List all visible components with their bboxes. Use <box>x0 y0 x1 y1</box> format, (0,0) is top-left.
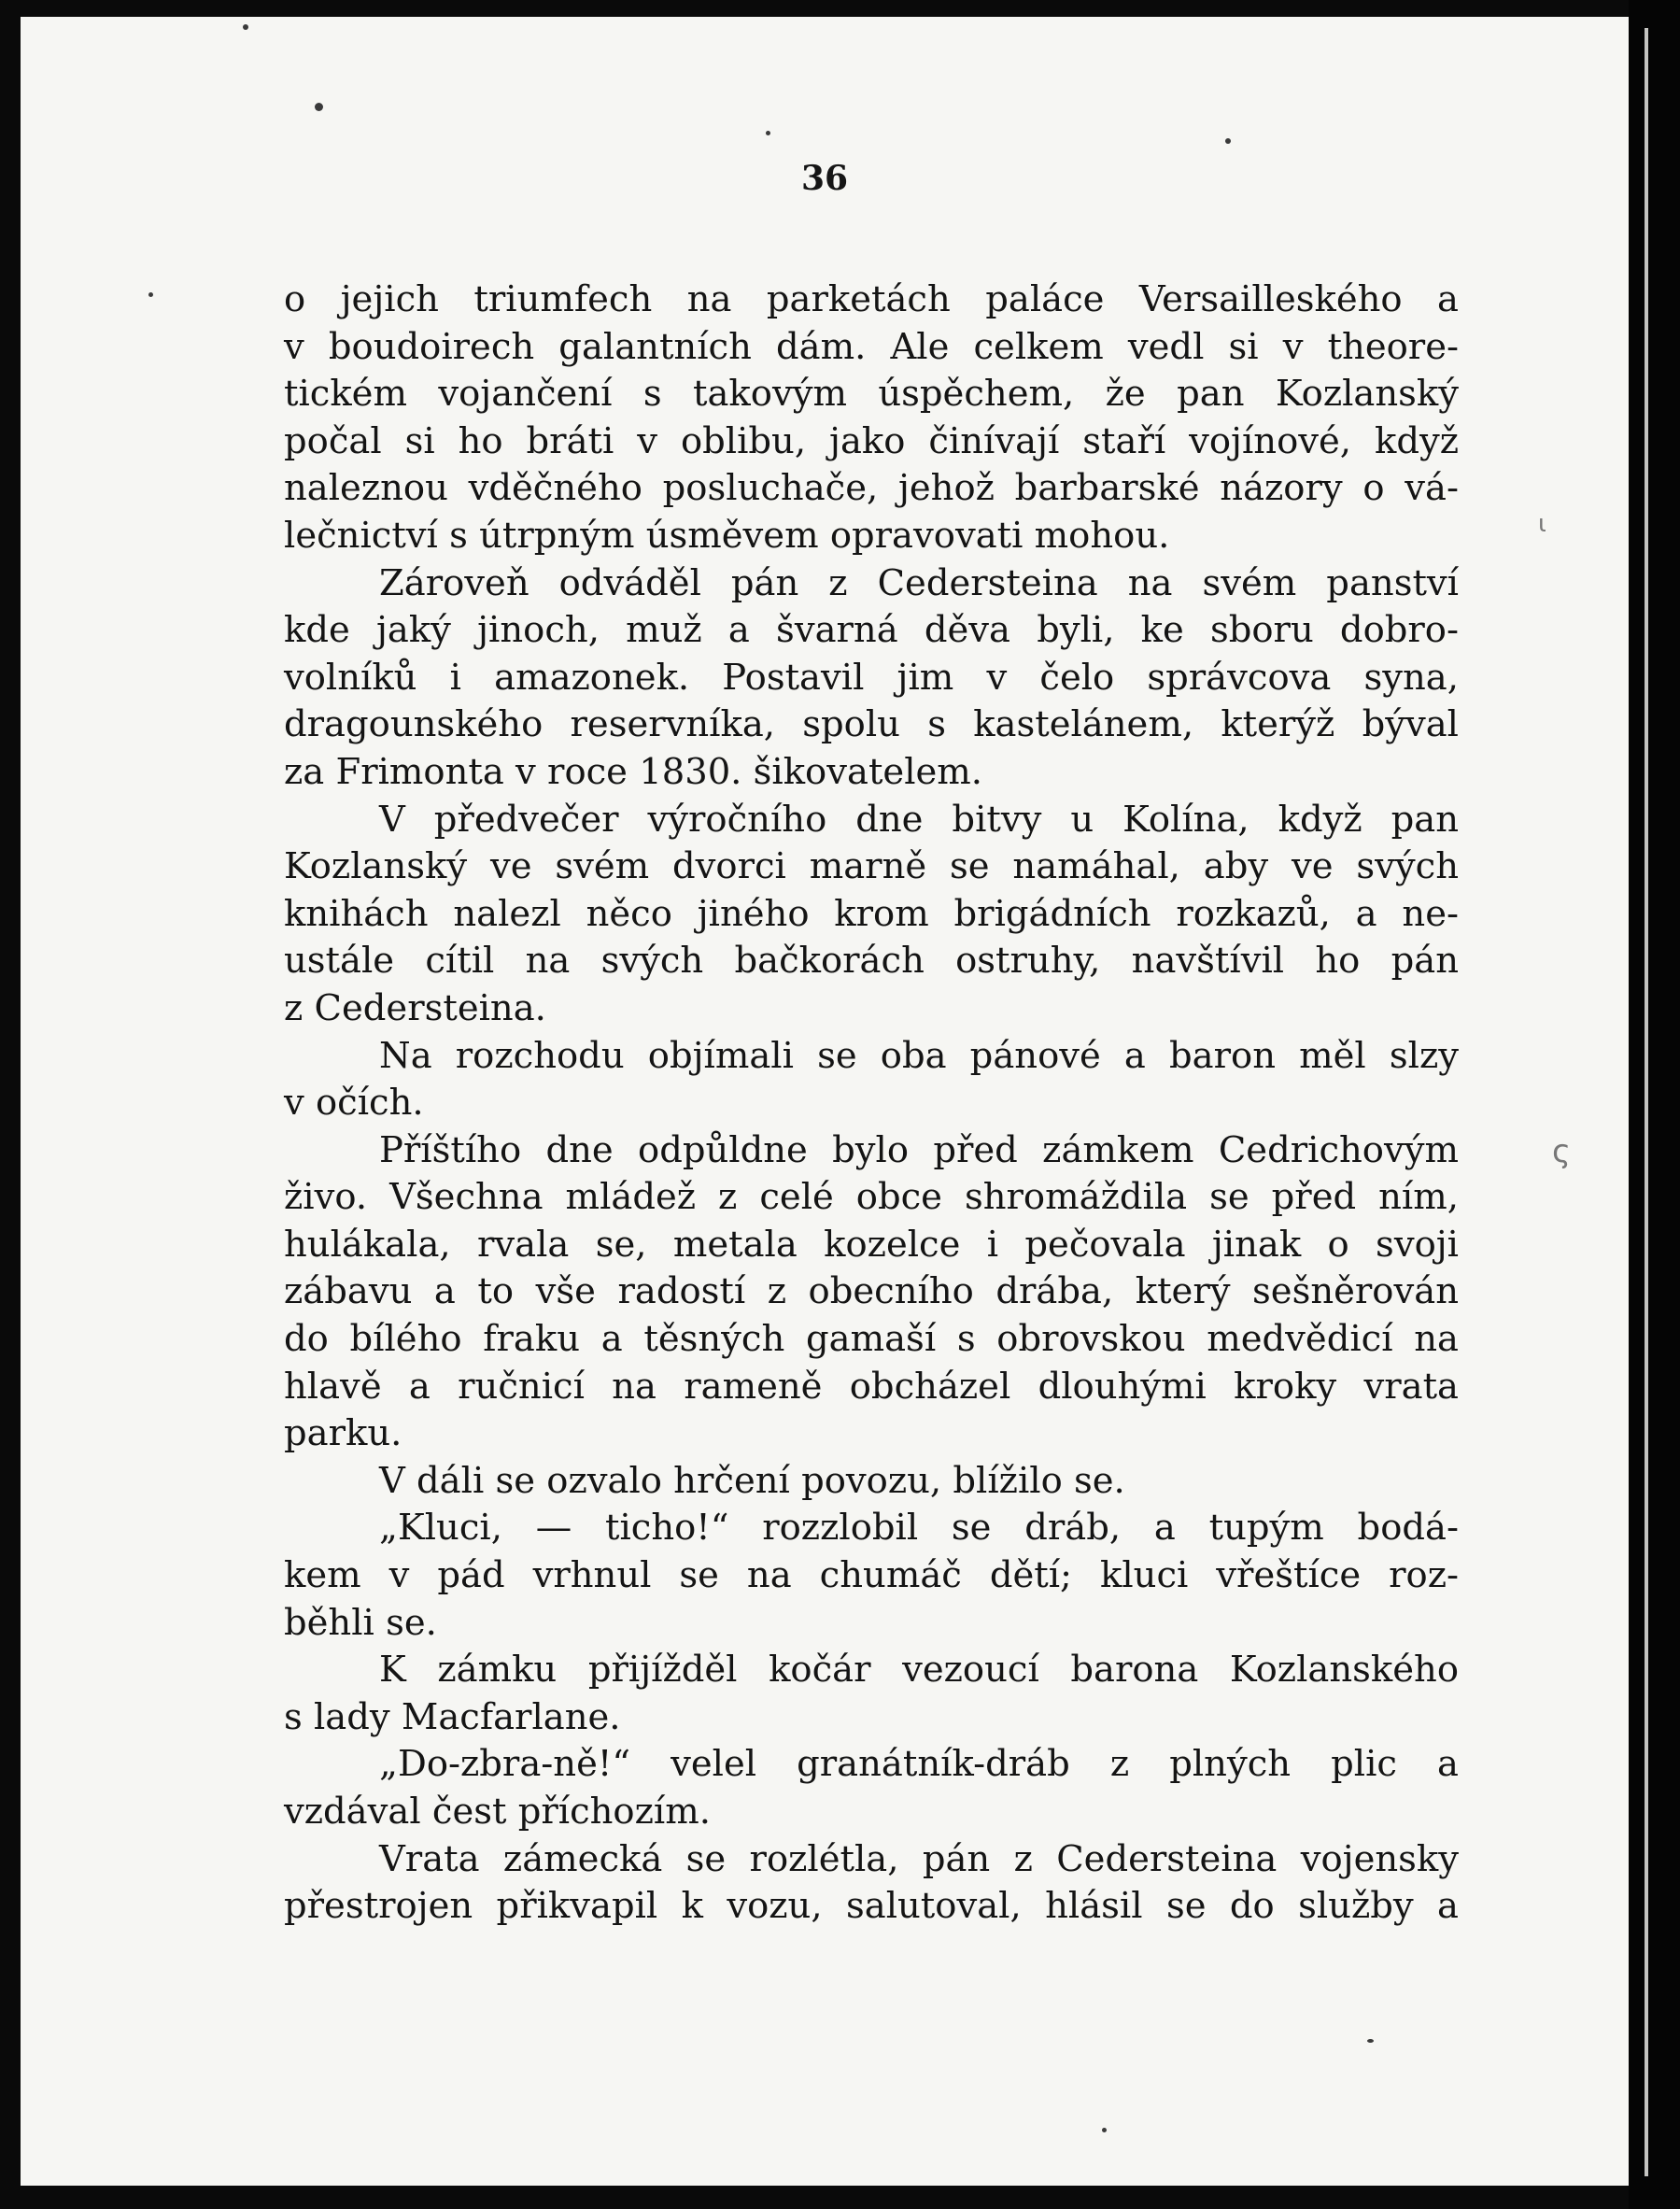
text-line: zábavu a to vše radostí z obecního drába, který sešněrován <box>284 1270 1459 1313</box>
text-line: Zároveň odváděl pán z Cedersteina na svém panství <box>379 561 1459 604</box>
scan-speck <box>315 103 323 111</box>
text-line: „Do-zbra-ně!“ velel granátník-dráb z plných plic a <box>379 1743 1459 1786</box>
scan-speck <box>766 131 770 135</box>
text-line: naleznou vděčného posluchače, jehož barbarské názory o vá- <box>284 467 1459 510</box>
text-line: v boudoirech galantních dám. Ale celkem vedl si v theore- <box>284 325 1459 368</box>
text-line: kde jaký jinoch, muž a švarná děva byli, ke sboru dobro- <box>284 609 1459 652</box>
text-line: živo. Všechna mládež z celé obce shromáždila se před ním, <box>284 1176 1459 1219</box>
text-line: do bílého fraku a těsných gamaší s obrovskou medvědicí na <box>284 1318 1459 1361</box>
text-line: v očích. <box>284 1082 424 1125</box>
text-line: Kozlanský ve svém dvorci marně se namáhal, aby ve svých <box>284 845 1459 888</box>
page-edge <box>1645 28 1648 2176</box>
margin-pencil-mark: ς <box>1552 1133 1571 1170</box>
margin-pencil-mark: ι <box>1538 510 1546 538</box>
text-line: vzdával čest příchozím. <box>284 1791 711 1833</box>
scan-speck <box>148 292 153 297</box>
text-line: za Frimonta v roce 1830. šikovatelem. <box>284 750 983 793</box>
scan-speck <box>1367 2039 1374 2043</box>
text-line: z Cedersteina. <box>284 986 546 1029</box>
scan-border <box>1629 0 1680 2209</box>
text-line: hlavě a ručnicí na rameně obcházel dlouhými kroky vrata <box>284 1365 1459 1408</box>
text-line: kem v pád vrhnul se na chumáč dětí; kluci vřeštíce roz- <box>284 1554 1459 1597</box>
text-line: V dáli se ozvalo hrčení povozu, blížilo se. <box>379 1459 1125 1502</box>
text-line: ustále cítil na svých bačkorách ostruhy, navštívil ho pán <box>284 940 1459 983</box>
text-line: V předvečer výročního dne bitvy u Kolína, když pan <box>379 798 1459 841</box>
scan-speck <box>243 24 248 30</box>
text-line: Vrata zámecká se rozlétla, pán z Cedersteina vojensky <box>379 1837 1459 1880</box>
text-line: dragounského reservníka, spolu s kastelánem, kterýž býval <box>284 703 1459 746</box>
page-number: 36 <box>800 159 849 198</box>
book-page <box>21 17 1629 2186</box>
text-line: „Kluci, — ticho!“ rozzlobil se dráb, a tupým bodá- <box>379 1507 1459 1550</box>
text-line: běhli se. <box>284 1601 437 1644</box>
text-line: hulákala, rvala se, metala kozelce i pečovala jinak o svoji <box>284 1223 1459 1266</box>
text-line: volníků i amazonek. Postavil jim v čelo správcova syna, <box>284 656 1459 699</box>
text-line: o jejich triumfech na parketách paláce Versailleského a <box>284 278 1459 320</box>
text-line: tickém vojančení s takovým úspěchem, že pan Kozlanský <box>284 373 1459 416</box>
text-line: Na rozchodu objímali se oba pánové a baron měl slzy <box>379 1034 1459 1077</box>
text-line: parku. <box>284 1412 402 1455</box>
scan-speck <box>1225 138 1231 144</box>
text-line: knihách nalezl něco jiného krom brigádních rozkazů, a ne- <box>284 892 1459 935</box>
text-line: s lady Macfarlane. <box>284 1695 621 1738</box>
text-line: K zámku přijížděl kočár vezoucí barona Kozlanského <box>379 1649 1459 1692</box>
scan-speck <box>1102 2128 1107 2132</box>
text-line: lečnictví s útrpným úsměvem opravovati mohou. <box>284 514 1170 557</box>
body-text <box>284 276 1459 1931</box>
text-line: Příštího dne odpůldne bylo před zámkem Cedrichovým <box>379 1128 1459 1171</box>
text-line: počal si ho bráti v oblibu, jako činívají staří vojínové, když <box>284 419 1459 462</box>
text-line: přestrojen přikvapil k vozu, salutoval, hlásil se do služby a <box>284 1885 1459 1928</box>
